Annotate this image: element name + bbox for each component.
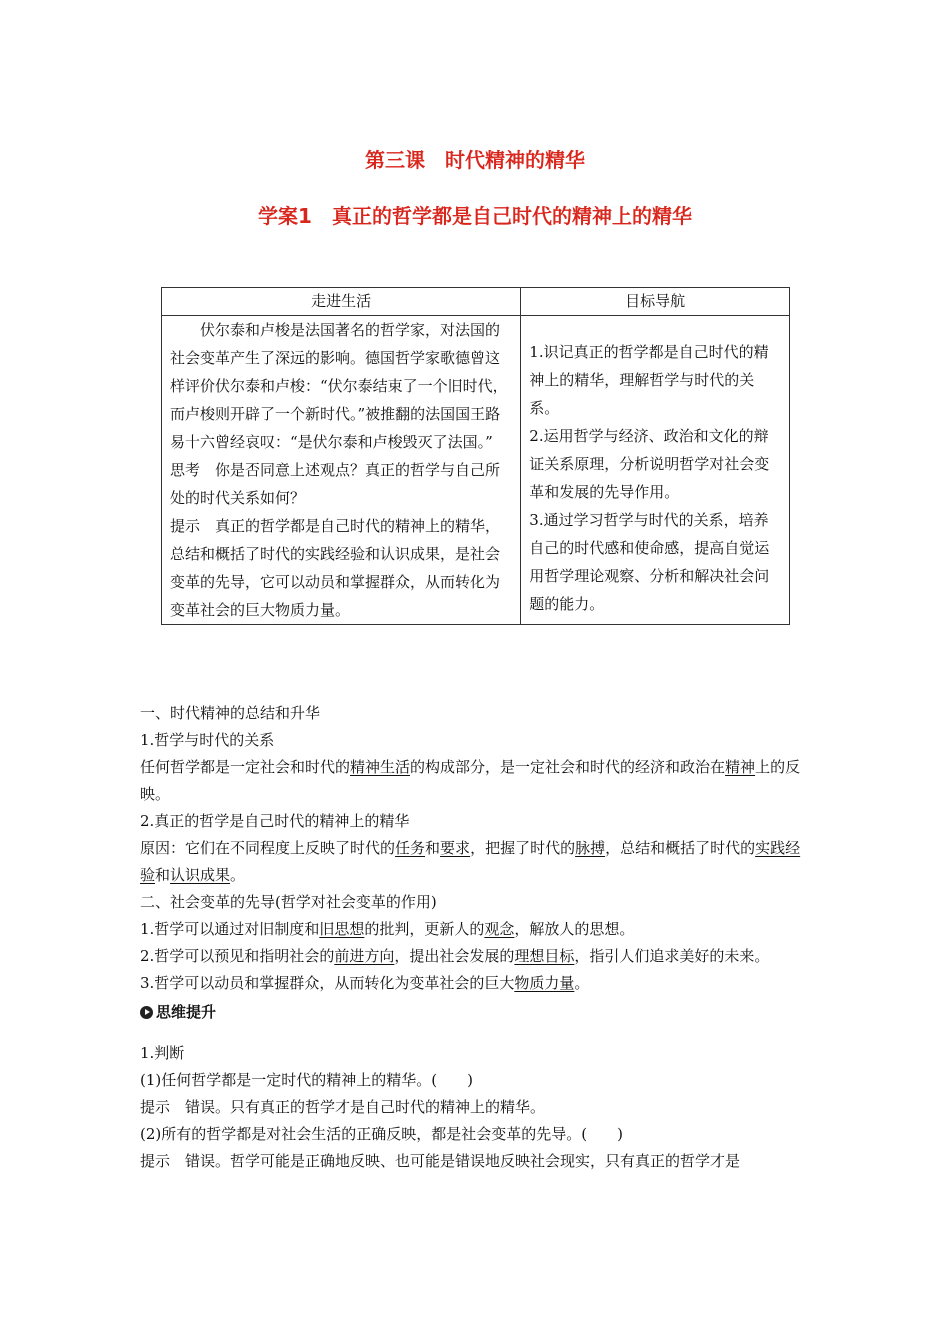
blank-answer: 前进方向 (334, 947, 395, 965)
judge-answer-1: 提示 错误。只有真正的哲学才是自己时代的精神上的精华。 (140, 1098, 546, 1116)
section1-paragraph1: 任何哲学都是一定社会和时代的精神生活的构成部分，是一定社会和时代的经济和政治在精神上的反映。 (140, 758, 801, 803)
blank-answer: 观念 (484, 920, 515, 938)
blank-answer: 脉搏 (575, 839, 606, 857)
section1-heading: 一、时代精神的总结和升华 (140, 704, 321, 722)
goal-item: 1.识记真正的哲学都是自己时代的精神上的精华，理解哲学与时代的关系。 (529, 343, 769, 417)
section1-paragraph2: 原因：它们在不同程度上反映了时代的任务和要求，把握了时代的脉搏，总结和概括了时代的实践经验和认识成果。 (140, 839, 801, 884)
case-title: 学案1 真正的哲学都是自己时代的精神上的精华 (258, 204, 692, 228)
life-paragraph: 伏尔泰和卢梭是法国著名的哲学家，对法国的社会变革产生了深远的影响。德国哲学家歌德曾这样评价伏尔泰和卢梭：“伏尔泰结束了一个旧时代，而卢梭则开辟了一个新时代。”被推翻的法国国王路易十六曾经哀叹：“是伏尔泰和卢梭毁灭了法国。” (170, 321, 508, 451)
section1-sub1: 1.哲学与时代的关系 (140, 731, 275, 749)
blank-answer: 理想目标 (514, 947, 575, 965)
section2-heading: 二、社会变革的先导(哲学对社会变革的作用) (140, 893, 437, 911)
life-hint: 提示 真正的哲学都是自己时代的精神上的精华，总结和概括了时代的实践经验和认识成果，是社会变革的先导，它可以动员和掌握群众，从而转化为变革社会的巨大物质力量。 (170, 517, 501, 619)
section1-sub2: 2.真正的哲学是自己时代的精神上的精华 (140, 812, 410, 830)
blank-answer: 旧思想 (319, 920, 365, 938)
judge-question-2: (2)所有的哲学都是对社会生活的正确反映，都是社会变革的先导。( ) (140, 1125, 623, 1143)
goal-item: 2.运用哲学与经济、政治和文化的辩证关系原理，分析说明哲学对社会变革和发展的先导作用。 (529, 427, 770, 501)
section2-item2: 2.哲学可以预见和指明社会的前进方向，提出社会发展的理想目标，指引人们追求美好的未来。 (140, 947, 770, 965)
blank-answer: 精神生活 (350, 758, 411, 776)
table-header-goals: 目标导航 (521, 288, 790, 316)
blank-answer: 物质力量 (514, 974, 575, 992)
play-circle-icon (140, 1006, 153, 1019)
section2-item3: 3.哲学可以动员和掌握群众，从而转化为变革社会的巨大物质力量。 (140, 974, 590, 992)
blank-answer: 要求 (440, 839, 471, 857)
goal-item: 3.通过学习哲学与时代的关系，培养自己的时代感和使命感，提高自觉运用哲学理论观察、分析和解决社会问题的能力。 (529, 511, 770, 613)
judge-question-1: (1)任何哲学都是一定时代的精神上的精华。( ) (140, 1071, 473, 1089)
blank-answer: 任务 (395, 839, 426, 857)
lesson-title: 第三课 时代精神的精华 (365, 148, 585, 172)
blank-answer: 认识成果 (170, 866, 231, 884)
life-question: 思考 你是否同意上述观点？真正的哲学与自己所处的时代关系如何？ (170, 461, 501, 507)
blank-answer: 实践经验 (140, 839, 801, 884)
table-header-life: 走进生活 (162, 288, 521, 316)
judge-heading: 1.判断 (140, 1044, 185, 1062)
thinking-header (140, 999, 815, 1026)
main-content (140, 700, 815, 1175)
thinking-label: 思维提升 (156, 1003, 217, 1021)
judge-answer-2: 提示 错误。哲学可能是正确地反映、也可能是错误地反映社会现实，只有真正的哲学才是 (140, 1152, 741, 1170)
life-cell (162, 316, 521, 625)
goals-cell (521, 316, 790, 625)
section2-item1: 1.哲学可以通过对旧制度和旧思想的批判，更新人的观念，解放人的思想。 (140, 920, 635, 938)
blank-answer: 精神 (725, 758, 756, 776)
intro-table (161, 287, 790, 625)
